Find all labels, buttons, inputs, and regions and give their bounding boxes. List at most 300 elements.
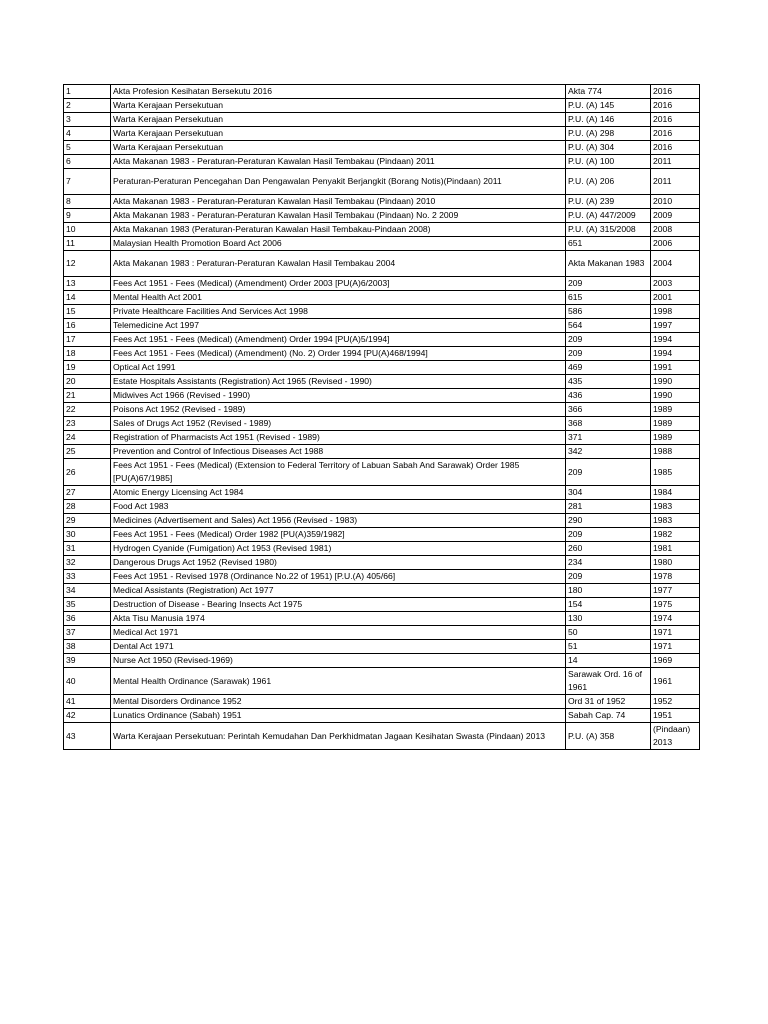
law-title-cell [111, 542, 566, 556]
reference-cell [566, 85, 651, 99]
reference-cell [566, 542, 651, 556]
row-number-cell [64, 155, 111, 169]
row-number-cell-text: 36 [66, 613, 76, 623]
row-number-cell-text: 9 [66, 210, 71, 220]
row-number-cell [64, 333, 111, 347]
row-number-cell [64, 277, 111, 291]
reference-cell [566, 584, 651, 598]
year-cell [651, 570, 700, 584]
year-cell [651, 459, 700, 486]
reference-cell-text: P.U. (A) 358 [568, 730, 615, 741]
row-number-cell [64, 431, 111, 445]
year-cell-text: 2016 [653, 100, 673, 110]
row-number-cell-text: 5 [66, 142, 71, 152]
row-number-cell [64, 445, 111, 459]
year-cell [651, 556, 700, 570]
row-number-cell [64, 640, 111, 654]
row-number-cell [64, 668, 111, 695]
year-cell-text: 2011 [653, 156, 672, 166]
reference-cell-text: 130 [568, 613, 583, 623]
reference-cell-text: 180 [568, 585, 583, 595]
year-cell [651, 155, 700, 169]
law-title-cell [111, 347, 566, 361]
year-cell-text: 2010 [653, 196, 673, 206]
year-cell [651, 445, 700, 459]
table-row [64, 113, 700, 127]
row-number-cell-text: 37 [66, 627, 76, 637]
table-row [64, 389, 700, 403]
law-title-cell [111, 431, 566, 445]
law-title-cell [111, 141, 566, 155]
year-cell-text: 2016 [653, 142, 673, 152]
law-title-cell-text: Fees Act 1951 - Fees (Medical) Order 1982 [PU(A)359/1982] [113, 529, 345, 539]
law-title-cell-text: Medicines (Advertisement and Sales) Act 1956 (Revised - 1983) [113, 515, 358, 525]
reference-cell-text: 281 [568, 501, 583, 511]
reference-cell [566, 668, 651, 695]
row-number-cell-text: 13 [66, 278, 76, 288]
reference-cell-text: P.U. (A) 447/2009 [568, 210, 636, 220]
year-cell-text: 1989 [653, 404, 673, 414]
row-number-cell-text: 25 [66, 446, 76, 456]
reference-cell [566, 723, 651, 750]
law-title-cell [111, 598, 566, 612]
law-title-cell [111, 361, 566, 375]
row-number-cell-text: 8 [66, 196, 71, 206]
law-title-cell [111, 209, 566, 223]
row-number-cell-text: 27 [66, 487, 76, 497]
table-row [64, 291, 700, 305]
table-row [64, 514, 700, 528]
law-title-cell [111, 113, 566, 127]
reference-cell [566, 626, 651, 640]
row-number-cell [64, 528, 111, 542]
row-number-cell [64, 223, 111, 237]
law-title-cell-text: Warta Kerajaan Persekutuan: Perintah Kemudahan Dan Perkhidmatan Jagaan Kesihatan Swasta (Pindaan) 2013 [113, 730, 546, 741]
reference-cell [566, 709, 651, 723]
year-cell [651, 169, 700, 195]
year-cell-text: 1998 [653, 306, 673, 316]
law-title-cell-text: Destruction of Disease - Bearing Insects Act 1975 [113, 599, 303, 609]
year-cell [651, 195, 700, 209]
reference-cell [566, 141, 651, 155]
law-title-cell [111, 695, 566, 709]
law-title-cell [111, 570, 566, 584]
reference-cell-text: 564 [568, 320, 583, 330]
year-cell-text: 2009 [653, 210, 673, 220]
year-cell-text: 1983 [653, 515, 673, 525]
row-number-cell-text: 32 [66, 557, 76, 567]
table-row [64, 431, 700, 445]
row-number-cell [64, 500, 111, 514]
law-title-cell [111, 333, 566, 347]
reference-cell-text: 651 [568, 238, 583, 248]
law-title-cell [111, 85, 566, 99]
row-number-cell [64, 626, 111, 640]
table-row [64, 347, 700, 361]
reference-cell-text: 366 [568, 404, 583, 414]
table-row [64, 237, 700, 251]
reference-cell [566, 375, 651, 389]
row-number-cell-text: 15 [66, 306, 76, 316]
reference-cell-text: P.U. (A) 304 [568, 142, 615, 152]
table-row [64, 528, 700, 542]
row-number-cell-text: 26 [66, 466, 76, 477]
year-cell [651, 654, 700, 668]
row-number-cell [64, 709, 111, 723]
row-number-cell [64, 403, 111, 417]
law-title-cell-text: Akta Profesion Kesihatan Bersekutu 2016 [113, 86, 273, 96]
row-number-cell [64, 375, 111, 389]
law-title-cell-text: Fees Act 1951 - Fees (Medical) (Amendment) Order 1994 [PU(A)5/1994] [113, 334, 390, 344]
reference-cell [566, 403, 651, 417]
reference-cell [566, 361, 651, 375]
year-cell [651, 598, 700, 612]
reference-cell-text: 469 [568, 362, 583, 372]
table-row [64, 99, 700, 113]
law-title-cell-text: Lunatics Ordinance (Sabah) 1951 [113, 710, 242, 720]
year-cell [651, 612, 700, 626]
law-title-cell-text: Dental Act 1971 [113, 641, 174, 651]
reference-cell-text: P.U. (A) 298 [568, 128, 615, 138]
reference-cell [566, 431, 651, 445]
reference-cell-text: 342 [568, 446, 583, 456]
law-title-cell [111, 709, 566, 723]
year-cell-text: 1989 [653, 418, 673, 428]
year-cell-text: 1989 [653, 432, 673, 442]
law-title-cell-text: Mental Health Act 2001 [113, 292, 202, 302]
law-title-cell-text: Akta Makanan 1983 - Peraturan-Peraturan Kawalan Hasil Tembakau (Pindaan) 2010 [113, 196, 436, 206]
reference-cell [566, 347, 651, 361]
year-cell [651, 695, 700, 709]
reference-cell-text: P.U. (A) 145 [568, 100, 615, 110]
reference-cell [566, 500, 651, 514]
row-number-cell [64, 654, 111, 668]
year-cell-text: 2004 [653, 258, 673, 268]
law-title-cell [111, 251, 566, 277]
row-number-cell [64, 514, 111, 528]
reference-cell [566, 319, 651, 333]
row-number-cell [64, 598, 111, 612]
reference-cell [566, 612, 651, 626]
reference-cell [566, 291, 651, 305]
reference-cell-text: 436 [568, 390, 583, 400]
row-number-cell-text: 19 [66, 362, 76, 372]
table-row [64, 141, 700, 155]
year-cell [651, 709, 700, 723]
table-row [64, 654, 700, 668]
law-title-cell-text: Akta Makanan 1983 - Peraturan-Peraturan Kawalan Hasil Tembakau (Pindaan) 2011 [113, 156, 435, 166]
law-title-cell [111, 319, 566, 333]
year-cell [651, 375, 700, 389]
year-cell [651, 640, 700, 654]
year-cell [651, 333, 700, 347]
year-cell [651, 486, 700, 500]
reference-cell-text: Sarawak Ord. 16 of 1961 [568, 669, 643, 692]
table-row [64, 85, 700, 99]
reference-cell [566, 333, 651, 347]
year-cell [651, 500, 700, 514]
law-title-cell-text: Private Healthcare Facilities And Services Act 1998 [113, 306, 308, 316]
law-title-cell-text: Warta Kerajaan Persekutuan [113, 114, 224, 124]
year-cell-text: 1951 [653, 710, 673, 720]
row-number-cell-text: 43 [66, 730, 76, 741]
law-title-cell-text: Warta Kerajaan Persekutuan [113, 100, 224, 110]
table-row [64, 127, 700, 141]
reference-cell [566, 127, 651, 141]
law-title-cell [111, 277, 566, 291]
table-row [64, 500, 700, 514]
legislation-table-body [64, 85, 700, 750]
reference-cell [566, 99, 651, 113]
year-cell-text: 1985 [653, 466, 673, 477]
law-title-cell [111, 668, 566, 695]
row-number-cell-text: 7 [66, 176, 71, 186]
law-title-cell-text: Registration of Pharmacists Act 1951 (Revised - 1989) [113, 432, 320, 442]
reference-cell [566, 459, 651, 486]
reference-cell-text: 586 [568, 306, 583, 316]
law-title-cell-text: Hydrogen Cyanide (Fumigation) Act 1953 (Revised 1981) [113, 543, 332, 553]
year-cell [651, 389, 700, 403]
row-number-cell-text: 10 [66, 224, 76, 234]
law-title-cell-text: Akta Tisu Manusia 1974 [113, 613, 205, 623]
row-number-cell [64, 486, 111, 500]
row-number-cell-text: 17 [66, 334, 76, 344]
table-row [64, 319, 700, 333]
reference-cell [566, 113, 651, 127]
year-cell-text: 2003 [653, 278, 673, 288]
table-row [64, 626, 700, 640]
row-number-cell [64, 556, 111, 570]
law-title-cell [111, 155, 566, 169]
law-title-cell-text: Warta Kerajaan Persekutuan [113, 128, 224, 138]
year-cell [651, 305, 700, 319]
law-title-cell-text: Prevention and Control of Infectious Diseases Act 1988 [113, 446, 324, 456]
year-cell-text: 1980 [653, 557, 673, 567]
year-cell-text: 2016 [653, 114, 673, 124]
year-cell-text: 1975 [653, 599, 673, 609]
reference-cell [566, 195, 651, 209]
year-cell-text: 1974 [653, 613, 673, 623]
row-number-cell-text: 30 [66, 529, 76, 539]
law-title-cell-text: Akta Makanan 1983 : Peraturan-Peraturan Kawalan Hasil Tembakau 2004 [113, 258, 396, 268]
year-cell-text: 1983 [653, 501, 673, 511]
reference-cell-text: P.U. (A) 315/2008 [568, 224, 636, 234]
row-number-cell [64, 113, 111, 127]
row-number-cell-text: 20 [66, 376, 76, 386]
row-number-cell [64, 127, 111, 141]
year-cell-text: 1991 [653, 362, 673, 372]
reference-cell-text: Akta Makanan 1983 [568, 258, 645, 268]
reference-cell [566, 654, 651, 668]
year-cell-text: 2016 [653, 86, 673, 96]
law-title-cell-text: Peraturan-Peraturan Pencegahan Dan Pengawalan Penyakit Berjangkit (Borang Notis)(Pindaan) 2011 [113, 176, 502, 186]
year-cell-text: 1971 [653, 641, 673, 651]
law-title-cell [111, 584, 566, 598]
table-row [64, 668, 700, 695]
reference-cell-text: 209 [568, 571, 583, 581]
law-title-cell-text: Fees Act 1951 - Fees (Medical) (Amendment) (No. 2) Order 1994 [PU(A)468/1994] [113, 348, 428, 358]
row-number-cell-text: 41 [66, 696, 76, 706]
law-title-cell-text: Telemedicine Act 1997 [113, 320, 199, 330]
table-row [64, 209, 700, 223]
reference-cell-text: 615 [568, 292, 583, 302]
law-title-cell [111, 237, 566, 251]
law-title-cell-text: Atomic Energy Licensing Act 1984 [113, 487, 244, 497]
reference-cell-text: P.U. (A) 146 [568, 114, 615, 124]
year-cell-text: 1969 [653, 655, 673, 665]
row-number-cell [64, 612, 111, 626]
law-title-cell [111, 556, 566, 570]
reference-cell-text: 368 [568, 418, 583, 428]
reference-cell [566, 277, 651, 291]
reference-cell-text: 304 [568, 487, 583, 497]
row-number-cell [64, 99, 111, 113]
table-row [64, 570, 700, 584]
table-row [64, 195, 700, 209]
law-title-cell [111, 169, 566, 195]
year-cell-text: 1978 [653, 571, 673, 581]
table-row [64, 556, 700, 570]
row-number-cell-text: 4 [66, 128, 71, 138]
reference-cell-text: Sabah Cap. 74 [568, 710, 626, 720]
reference-cell-text: P.U. (A) 239 [568, 196, 615, 206]
row-number-cell-text: 40 [66, 675, 76, 686]
row-number-cell [64, 319, 111, 333]
reference-cell [566, 223, 651, 237]
law-title-cell [111, 626, 566, 640]
table-row [64, 361, 700, 375]
reference-cell [566, 556, 651, 570]
year-cell-text: 2006 [653, 238, 673, 248]
reference-cell [566, 640, 651, 654]
year-cell [651, 223, 700, 237]
year-cell-text: 1990 [653, 390, 673, 400]
reference-cell-text: 51 [568, 641, 578, 651]
table-row [64, 445, 700, 459]
law-title-cell [111, 723, 566, 750]
row-number-cell-text: 1 [66, 86, 71, 96]
year-cell [651, 251, 700, 277]
row-number-cell-text: 29 [66, 515, 76, 525]
row-number-cell [64, 389, 111, 403]
year-cell-text: 1990 [653, 376, 673, 386]
year-cell [651, 626, 700, 640]
law-title-cell-text: Dangerous Drugs Act 1952 (Revised 1980) [113, 557, 277, 567]
row-number-cell-text: 21 [66, 390, 76, 400]
row-number-cell [64, 459, 111, 486]
year-cell-text: 1961 [653, 675, 673, 686]
year-cell [651, 723, 700, 750]
table-row [64, 459, 700, 486]
law-title-cell-text: Akta Makanan 1983 - Peraturan-Peraturan Kawalan Hasil Tembakau (Pindaan) No. 2 2009 [113, 210, 459, 220]
row-number-cell [64, 237, 111, 251]
row-number-cell-text: 22 [66, 404, 76, 414]
law-title-cell-text: Mental Disorders Ordinance 1952 [113, 696, 242, 706]
reference-cell [566, 209, 651, 223]
reference-cell [566, 445, 651, 459]
row-number-cell [64, 695, 111, 709]
law-title-cell-text: Sales of Drugs Act 1952 (Revised - 1989) [113, 418, 272, 428]
law-title-cell [111, 612, 566, 626]
law-title-cell [111, 195, 566, 209]
row-number-cell [64, 570, 111, 584]
law-title-cell [111, 223, 566, 237]
row-number-cell-text: 18 [66, 348, 76, 358]
year-cell-text: 2016 [653, 128, 673, 138]
law-title-cell-text: Fees Act 1951 - Fees (Medical) (Extension to Federal Territory of Labuan Sabah And Sarawak) Order 1985 [PU(A)67/1985] [113, 460, 520, 483]
year-cell [651, 528, 700, 542]
law-title-cell-text: Medical Act 1971 [113, 627, 179, 637]
reference-cell [566, 486, 651, 500]
law-title-cell-text: Mental Health Ordinance (Sarawak) 1961 [113, 675, 272, 686]
table-row [64, 277, 700, 291]
law-title-cell [111, 417, 566, 431]
reference-cell [566, 389, 651, 403]
year-cell-text: 1988 [653, 446, 673, 456]
row-number-cell [64, 305, 111, 319]
row-number-cell [64, 542, 111, 556]
year-cell [651, 403, 700, 417]
law-title-cell [111, 654, 566, 668]
table-row [64, 486, 700, 500]
table-row [64, 640, 700, 654]
reference-cell-text: 371 [568, 432, 583, 442]
reference-cell-text: 209 [568, 278, 583, 288]
year-cell [651, 127, 700, 141]
reference-cell-text: 435 [568, 376, 583, 386]
row-number-cell-text: 16 [66, 320, 76, 330]
reference-cell [566, 237, 651, 251]
year-cell [651, 417, 700, 431]
year-cell [651, 668, 700, 695]
reference-cell [566, 169, 651, 195]
reference-cell-text: 260 [568, 543, 583, 553]
law-title-cell-text: Malaysian Health Promotion Board Act 2006 [113, 238, 282, 248]
row-number-cell [64, 169, 111, 195]
reference-cell-text: 209 [568, 466, 583, 477]
year-cell-text: 1971 [653, 627, 673, 637]
year-cell [651, 431, 700, 445]
reference-cell-text: 290 [568, 515, 583, 525]
table-row [64, 612, 700, 626]
law-title-cell [111, 445, 566, 459]
row-number-cell-text: 14 [66, 292, 76, 302]
row-number-cell-text: 38 [66, 641, 76, 651]
row-number-cell-text: 31 [66, 543, 76, 553]
law-title-cell-text: Estate Hospitals Assistants (Registration) Act 1965 (Revised - 1990) [113, 376, 372, 386]
table-row [64, 305, 700, 319]
law-title-cell [111, 403, 566, 417]
law-title-cell-text: Akta Makanan 1983 (Peraturan-Peraturan Kawalan Hasil Tembakau-Pindaan 2008) [113, 224, 431, 234]
reference-cell-text: 14 [568, 655, 578, 665]
year-cell-text: 2008 [653, 224, 673, 234]
legislation-table [63, 84, 700, 750]
year-cell [651, 141, 700, 155]
row-number-cell [64, 209, 111, 223]
law-title-cell [111, 514, 566, 528]
year-cell-text: 1952 [653, 696, 673, 706]
law-title-cell-text: Midwives Act 1966 (Revised - 1990) [113, 390, 251, 400]
row-number-cell [64, 361, 111, 375]
law-title-cell-text: Food Act 1983 [113, 501, 169, 511]
reference-cell-text: P.U. (A) 206 [568, 176, 615, 186]
reference-cell [566, 417, 651, 431]
reference-cell [566, 251, 651, 277]
law-title-cell-text: Poisons Act 1952 (Revised - 1989) [113, 404, 246, 414]
row-number-cell [64, 85, 111, 99]
year-cell [651, 514, 700, 528]
reference-cell-text: P.U. (A) 100 [568, 156, 615, 166]
